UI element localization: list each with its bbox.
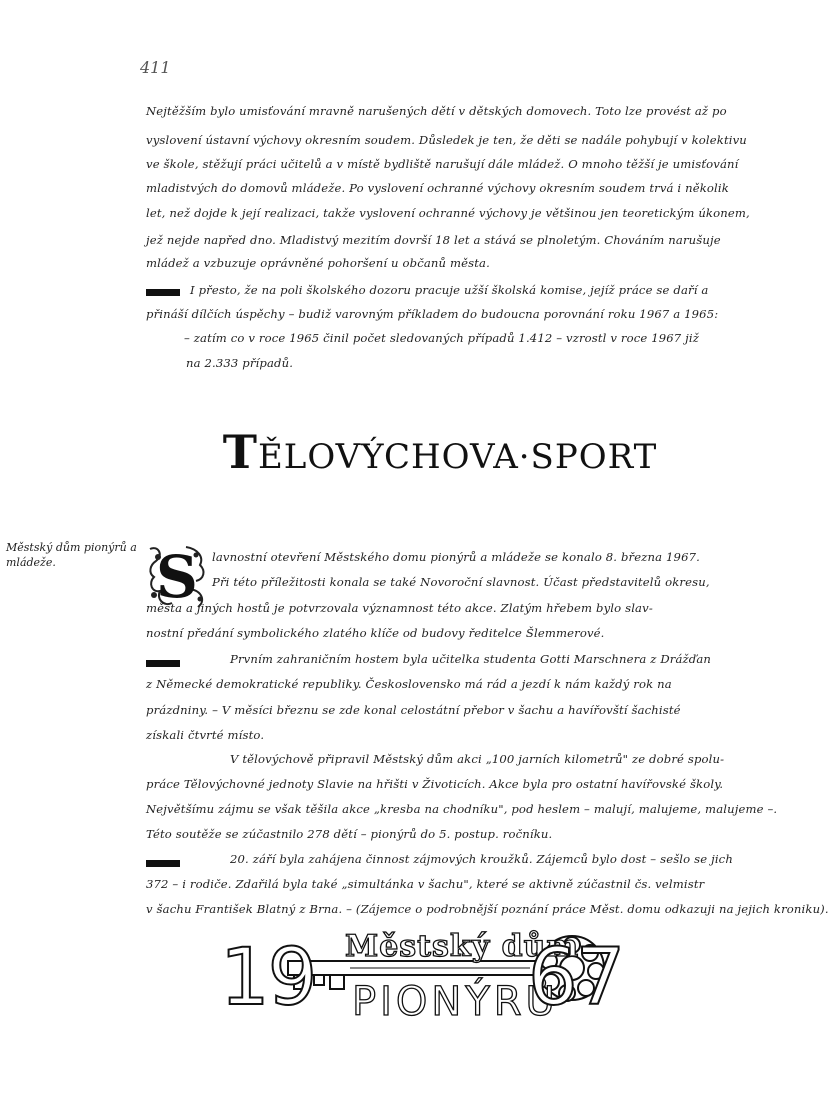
text-line: let, než dojde k její realizaci, takže vyslovení ochranné výchovy je většinou jen teoretickým úkonem, bbox=[146, 206, 750, 220]
margin-note: Městský dům pionýrů a mládeže. bbox=[6, 541, 137, 569]
year-digits-right: 67 bbox=[528, 933, 624, 1023]
text-line: jež nejde napřed dno. Mladistvý mezitím dovrší 18 let a stává se plnoletým. Chováním narušuje bbox=[146, 233, 721, 247]
text-line: 372 – i rodiče. Zdařilá byla také „simultánka v šachu", které se aktivně zúčastnil čs. velmistr bbox=[146, 877, 705, 891]
text-line: Největšímu zájmu se však těšila akce „kresba na chodníku", pod heslem – malují, malujeme, malujeme –. bbox=[146, 802, 778, 816]
text-line: Nejtěžším bylo umisťování mravně narušených dětí v dětských domovech. Toto lze provést až po bbox=[146, 104, 727, 118]
paragraph-marker bbox=[146, 289, 180, 296]
text-line: získali čtvrté místo. bbox=[146, 728, 265, 742]
page-number: 411 bbox=[140, 58, 171, 77]
text-line: I přesto, že na poli školského dozoru pracuje užší školská komise, jejíž práce se daří a bbox=[190, 283, 709, 297]
text-line: přináší dílčích úspěchy – budiž varovným příkladem do budoucna porovnání roku 1967 a 1965: bbox=[146, 307, 719, 321]
text-line: v šachu František Blatný z Brna. – (Zájemce o podrobnější poznání práce Měst. domu odkazuji na jejich kroniku). bbox=[146, 902, 829, 916]
logo-title-bottom: PIONÝRŮ bbox=[352, 979, 559, 1025]
text-line: – zatím co v roce 1965 činil počet sledovaných případů 1.412 – vzrostl v roce 1967 již bbox=[184, 331, 700, 345]
pioneer-house-logo bbox=[210, 925, 630, 1035]
paragraph-marker bbox=[146, 860, 180, 867]
text-line: lavnostní otevření Městského domu pionýrů a mládeže se konalo 8. března 1967. bbox=[212, 550, 700, 564]
text-line: ve škole, stěžují práci učitelů a v místě bydliště narušují dále mládež. O mnoho těžší je umisťování bbox=[146, 157, 739, 171]
dropcap-letter: S bbox=[156, 543, 198, 611]
section-heading bbox=[200, 425, 680, 479]
text-line: Při této příležitosti konala se také Novoroční slavnost. Účast představitelů okresu, bbox=[212, 575, 710, 589]
paragraph-marker bbox=[146, 660, 180, 667]
text-line: 20. září byla zahájena činnost zájmových kroužků. Zájemců bylo dost – sešlo se jich bbox=[230, 852, 733, 866]
text-line: V tělovýchově připravil Městský dům akci „100 jarních kilometrů" ze dobré spolu- bbox=[230, 752, 725, 766]
text-line: mládež a vzbuzuje oprávněné pohoršení u občanů města. bbox=[146, 256, 490, 270]
text-line: nostní předání symbolického zlatého klíče od budovy ředitelce Šlemmerové. bbox=[146, 626, 605, 640]
text-line: prázdniny. – V měsíci březnu se zde konal celostátní přebor v šachu a havířovští šachisté bbox=[146, 703, 681, 717]
text-line: města a jiných hostů je potvrzovala významnost této akce. Zlatým hřebem bylo slav- bbox=[146, 601, 653, 615]
heading-rest: ĚLOVÝCHOVA·SPORT bbox=[257, 437, 658, 477]
text-line: z Německé demokratické republiky. Československo má rád a jezdí k nám každý rok na bbox=[146, 677, 672, 691]
text-line: práce Tělovýchovné jednoty Slavie na hřišti v Životicích. Akce byla pro ostatní havířovské školy. bbox=[146, 777, 724, 791]
text-line: mladistvých do domovů mládeže. Po vyslovení ochranné výchovy okresním soudem trvá i několik bbox=[146, 181, 729, 195]
text-line: vyslovení ústavní výchovy okresním soudem. Důsledek je ten, že děti se nadále pohybují v kolektivu bbox=[146, 133, 747, 147]
logo-title-top: Městský dům bbox=[345, 929, 580, 964]
text-line: Této soutěže se zúčastnilo 278 dětí – pionýrů do 5. postup. ročníku. bbox=[146, 827, 553, 841]
text-line: na 2.333 případů. bbox=[186, 356, 294, 370]
heading-initial: T bbox=[222, 425, 258, 479]
year-digits-left: 19 bbox=[220, 933, 316, 1023]
text-line: Prvním zahraničním hostem byla učitelka studenta Gotti Marschnera z Drážďan bbox=[230, 652, 712, 666]
